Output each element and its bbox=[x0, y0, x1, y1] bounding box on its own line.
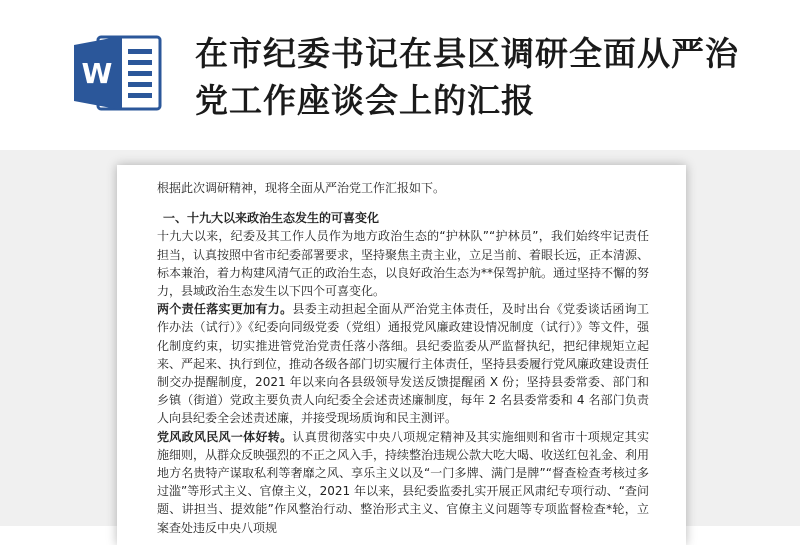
body-paragraph: 十九大以来，纪委及其工作人员作为地方政治生态的“护林队”“护林员”，我们始终牢记责任担当，认真按照中省市纪委部署要求，坚持聚焦主责主业，立足当前、着眼长远，正本清源、标本兼治，着力构建风清气正的政治生态，以良好政治生态为**保驾护航。通过坚持不懈的努力，县域政治生态发生以下四个可喜变化。 bbox=[157, 229, 650, 299]
document-title: 在市纪委书记在县区调研全面从严治党工作座谈会上的汇报 bbox=[195, 34, 739, 120]
svg-text:W: W bbox=[81, 57, 113, 90]
intro-paragraph: 根据此次调研精神，现将全面从严治党工作汇报如下。 bbox=[157, 181, 446, 195]
header bbox=[0, 0, 800, 150]
body-paragraph bbox=[157, 428, 649, 537]
paragraph-text: 认真贯彻落实中央八项规定精神及其实施细则和省市十项规定其实施细则，从群众反映强烈的不正之风入手，持续整治违规公款大吃大喝、收送红包礼金、利用地方名贵特产谋取私利等奢靡之风、享乐主义以及“一门多牌、满门是牌”“督查检查考核过多过滥”等形式主义、官僚主义，2021 年以来，县纪委监委扎实开展正风肃纪专项行动、“查问题、讲担当、提效能”作风整治行动、整治形式主义、官僚主义问题等专项监督检查*轮，立案查处违反中央八项规 bbox=[157, 429, 650, 535]
document-page bbox=[117, 165, 686, 545]
document-body bbox=[157, 179, 649, 537]
paragraph-lead: 两个责任落实更加有力。 bbox=[157, 302, 293, 317]
word-document-icon bbox=[72, 33, 164, 113]
paragraph-lead: 党风政风民风一体好转。 bbox=[157, 429, 293, 444]
section-heading: 一、十九大以来政治生态发生的可喜变化 bbox=[163, 211, 380, 226]
paragraph-text: 县委主动担起全面从严治党主体责任，及时出台《党委谈话函询工作办法（试行）》《纪委向同级党委（党组）通报党风廉政建设情况制度（试行）》等文件，强化制度约束，切实推进管党治党责任落小落细。县纪委监委从严监督执纪，把纪律规矩立起来、严起来、执行到位，推动各级各部门切实履行主体责任，坚持县委履行党风廉政建设责任制交办提醒制度，2021 年以来向各县级领导发送反馈提醒函 X 份；坚持县委常委、部门和乡镇（街道）党政主要负责人向纪委全会述责述廉制度，每年 2 名县委常委和 4 名部门负责人向县纪委全会述责述廉，并接受现场质询和民主测评。 bbox=[157, 302, 650, 426]
body-paragraph bbox=[157, 300, 649, 427]
